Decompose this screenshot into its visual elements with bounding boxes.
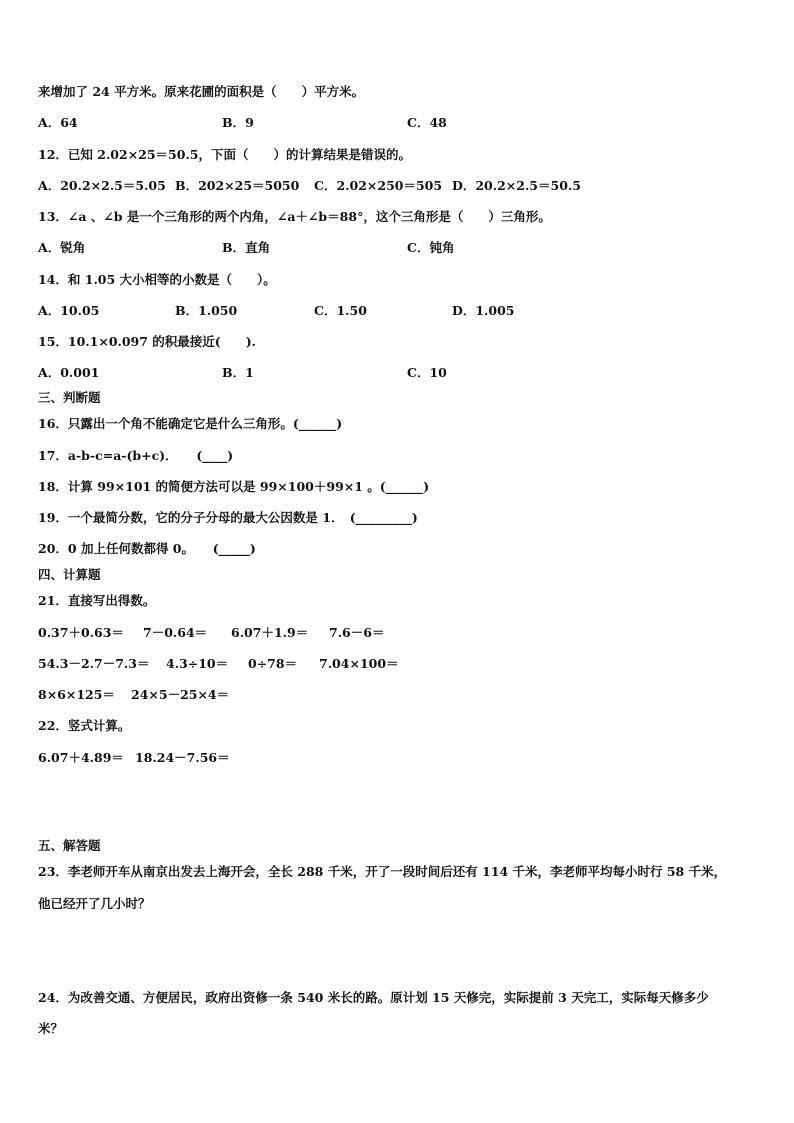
q14-option-b[interactable]: B．1.050 — [175, 303, 238, 318]
q14-option-a[interactable]: A．10.05 — [38, 303, 100, 318]
q12-stem: 12．已知 2.02×25＝50.5，下面（ ）的计算结果是错误的。 — [38, 147, 412, 162]
q15-option-a[interactable]: A．0.001 — [38, 365, 100, 380]
q12-option-a[interactable]: A．20.2×2.5＝5.05 — [38, 178, 166, 193]
q22-item: 18.24－7.56＝ — [135, 750, 230, 765]
q20-stem: 20．0 加上任何数都得 0。 (_____) — [38, 541, 256, 556]
q14-option-c[interactable]: C．1.50 — [314, 303, 367, 318]
q14-option-d[interactable]: D．1.005 — [452, 303, 515, 318]
q14-stem: 14．和 1.05 大小相等的小数是（ ）。 — [38, 272, 276, 287]
q12-option-b[interactable]: B．202×25＝5050 — [175, 178, 300, 193]
q23-line2: 他已经开了几小时？ — [38, 896, 151, 911]
q21-item: 24×5－25×4＝ — [131, 687, 230, 702]
q21-item: 8×6×125＝ — [38, 687, 115, 702]
q21-item: 0÷78＝ — [248, 656, 298, 671]
q21-item: 4.3÷10＝ — [166, 656, 229, 671]
q13-option-b[interactable]: B．直角 — [222, 240, 271, 255]
q21-item: 6.07＋1.9＝ — [231, 625, 309, 640]
q13-option-a[interactable]: A．锐角 — [38, 240, 86, 255]
q12-option-d[interactable]: D．20.2×2.5＝50.5 — [452, 178, 581, 193]
q19-stem: 19．一个最简分数，它的分子分母的最大公因数是 1． (_________) — [38, 510, 418, 525]
q24-line1: 24．为改善交通、方便居民，政府出资修一条 540 米长的路。原计划 15 天修完，实际提前 3 天完工，实际每天修多少 — [38, 990, 709, 1005]
section-heading-judgement: 三、判断题 — [38, 390, 101, 405]
section-heading-calculation: 四、计算题 — [38, 567, 101, 582]
q15-option-c[interactable]: C．10 — [407, 365, 447, 380]
q11-option-c[interactable]: C．48 — [407, 115, 447, 130]
q21-item: 7.04×100＝ — [319, 656, 399, 671]
q12-option-c[interactable]: C．2.02×250＝505 — [314, 178, 443, 193]
q15-stem: 15．10.1×0.097 的积最接近( ). — [38, 334, 256, 349]
q13-option-c[interactable]: C．钝角 — [407, 240, 455, 255]
q21-item: 0.37＋0.63＝ — [38, 625, 124, 640]
q11-option-a[interactable]: A．64 — [38, 115, 78, 130]
q16-stem: 16．只露出一个角不能确定它是什么三角形。(______) — [38, 416, 343, 431]
q11-continuation: 来增加了 24 平方米。原来花圃的面积是（ ）平方米。 — [38, 84, 365, 99]
q22-stem: 22．竖式计算。 — [38, 718, 131, 733]
q22-item: 6.07＋4.89＝ — [38, 750, 124, 765]
q21-item: 54.3－2.7－7.3＝ — [38, 656, 150, 671]
q18-stem: 18．计算 99×101 的简便方法可以是 99×100＋99×1 。(______) — [38, 479, 430, 494]
q23-line1: 23．李老师开车从南京出发去上海开会，全长 288 千米，开了一段时间后还有 114 千米，李老师平均每小时行 58 千米， — [38, 864, 727, 879]
section-heading-answers: 五、解答题 — [38, 838, 101, 853]
q21-item: 7.6－6＝ — [329, 625, 385, 640]
q17-stem: 17．a-b-c=a-(b+c)． (____) — [38, 448, 234, 463]
q15-option-b[interactable]: B．1 — [222, 365, 254, 380]
q13-stem: 13．∠a 、∠b 是一个三角形的两个内角，∠a＋∠b＝88°，这个三角形是（ ）三角形。 — [38, 209, 551, 224]
q21-item: 7－0.64＝ — [143, 625, 208, 640]
q21-stem: 21．直接写出得数。 — [38, 593, 156, 608]
q24-line2: 米？ — [38, 1021, 64, 1036]
q11-option-b[interactable]: B．9 — [222, 115, 254, 130]
